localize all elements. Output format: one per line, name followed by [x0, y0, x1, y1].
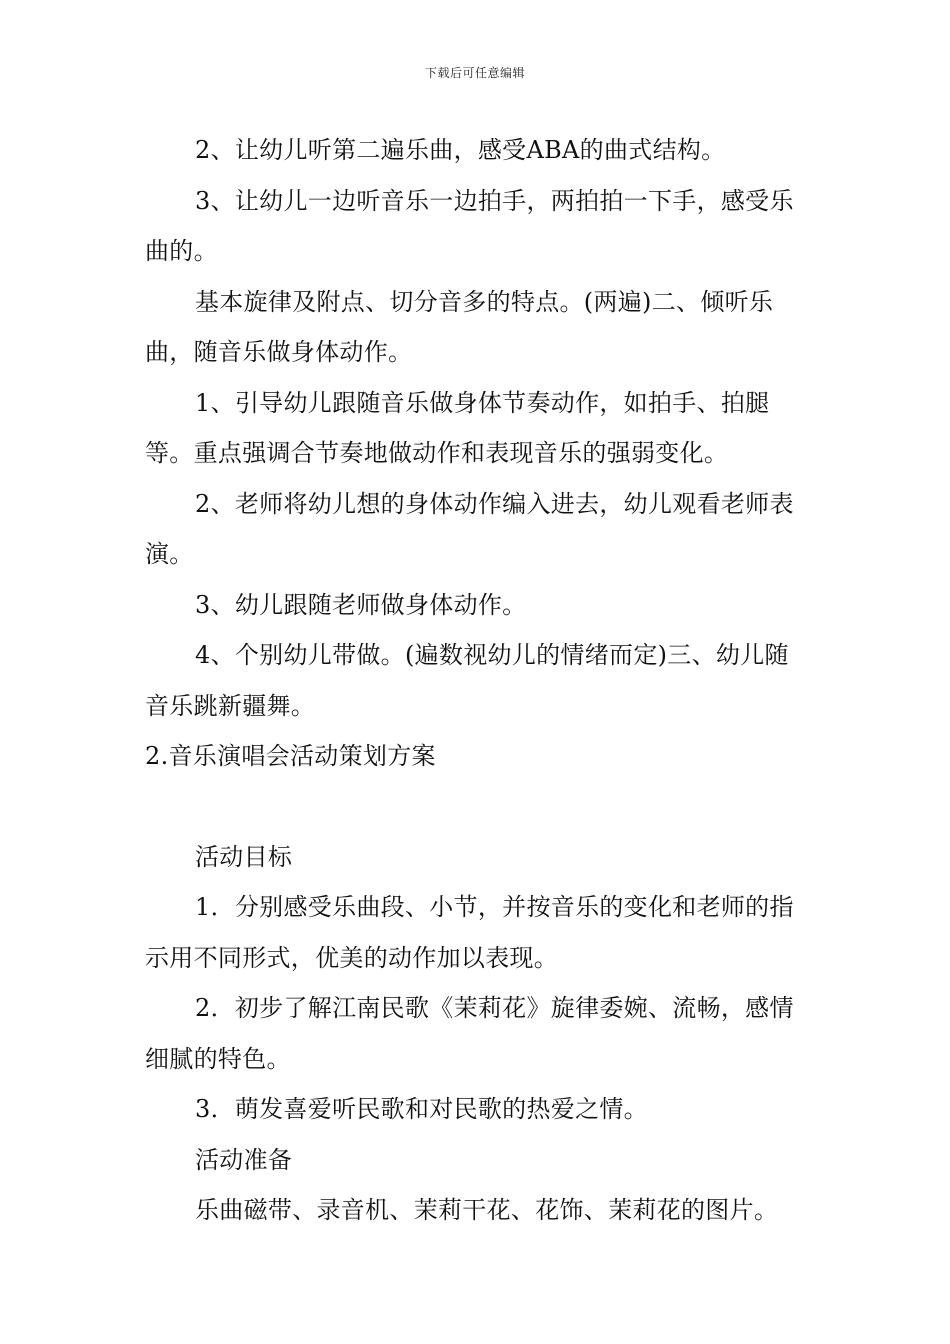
paragraph-listen-second-time: 2、让幼儿听第二遍乐曲，感受ABA的曲式结构。: [195, 136, 726, 164]
paragraph-teacher-performs: 2、老师将幼儿想的身体动作编入进去，幼儿观看老师表演。: [145, 489, 794, 568]
paragraph-follow-teacher: 3、幼儿跟随老师做身体动作。: [195, 590, 527, 619]
subheading-activity-goals: 活动目标: [195, 842, 293, 871]
paragraph-clap-along: 3、让幼儿一边听音乐一边拍手，两拍拍一下手，感受乐曲的。: [145, 186, 794, 265]
paragraph-materials: 乐曲磁带、录音机、茉莉干花、花饰、茉莉花的图片。: [195, 1196, 779, 1224]
paragraph-melody-features: 基本旋律及附点、切分音多的特点。(两遍)二、倾听乐曲，随音乐做身体动作。: [145, 287, 774, 366]
paragraph-goal-2: 2．初步了解江南民歌《茉莉花》旋律委婉、流畅，感情细腻的特色。: [145, 994, 794, 1073]
paragraph-individual-lead: 4、个别幼儿带做。(遍数视幼儿的情绪而定)三、幼儿随音乐跳新疆舞。: [145, 641, 789, 720]
paragraph-body-rhythm: 1、引导幼儿跟随音乐做身体节奏动作，如拍手、拍腿等。重点强调合节奏地做动作和表现音乐的强弱变化。: [145, 388, 770, 467]
header-note: 下载后可任意编辑: [424, 66, 525, 80]
blank-line: [145, 782, 810, 832]
paragraph-goal-1: 1．分别感受乐曲段、小节，并按音乐的变化和老师的指示用不同形式，优美的动作加以表现。: [145, 893, 794, 972]
subheading-activity-prep: 活动准备: [195, 1145, 293, 1174]
document-body: [145, 125, 810, 1236]
section-title: 2.音乐演唱会活动策划方案: [145, 742, 436, 770]
paragraph-goal-3: 3．萌发喜爱听民歌和对民歌的热爱之情。: [195, 1095, 648, 1123]
